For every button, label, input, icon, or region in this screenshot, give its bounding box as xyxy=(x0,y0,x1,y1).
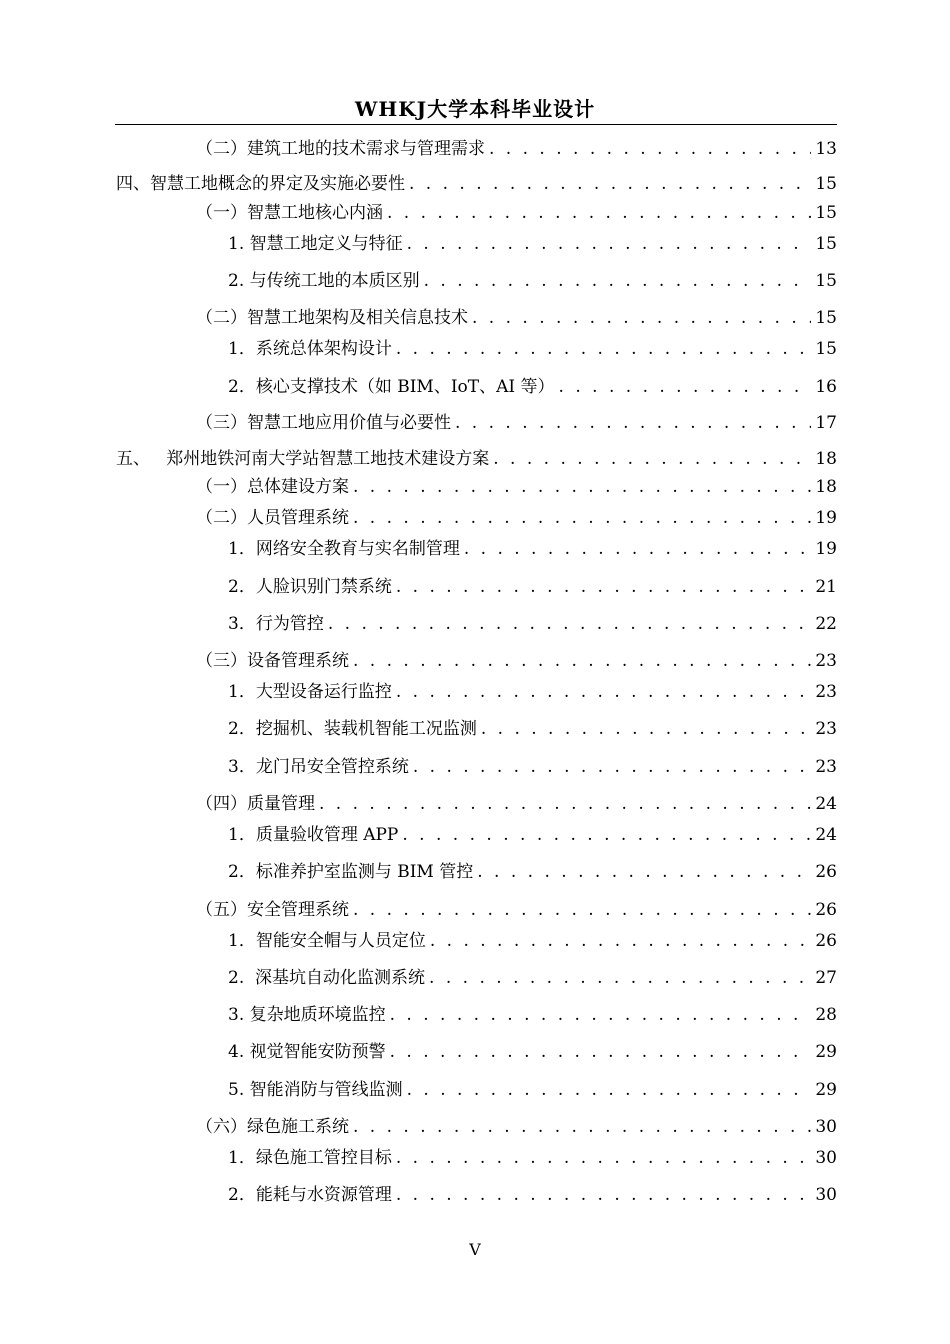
toc-leader-dots xyxy=(409,171,811,197)
toc-leader-dots xyxy=(430,928,812,954)
toc-entry-title: 1．大型设备运行监控 xyxy=(228,682,392,702)
toc-leader-dots xyxy=(472,305,811,331)
toc-entry[interactable] xyxy=(228,859,837,885)
toc-entry[interactable] xyxy=(228,611,837,637)
toc-entry[interactable] xyxy=(196,136,837,162)
toc-entry-page: 26 xyxy=(815,900,837,920)
toc-entry[interactable] xyxy=(196,505,837,531)
toc-leader-dots xyxy=(396,574,812,600)
toc-leader-dots xyxy=(353,505,811,531)
toc-entry[interactable] xyxy=(228,574,837,600)
toc-leader-dots xyxy=(413,754,812,780)
toc-entry-title: 2. 深基坑自动化监测系统 xyxy=(228,968,426,988)
toc-entry-title: （三）设备管理系统 xyxy=(196,651,349,671)
toc-entry-title: 2．人脸识别门禁系统 xyxy=(228,577,392,597)
toc-leader-dots xyxy=(559,374,812,400)
toc-leader-dots xyxy=(390,1039,812,1065)
toc-leader-dots xyxy=(493,446,811,472)
toc-entry[interactable] xyxy=(196,648,837,674)
toc-entry-page: 19 xyxy=(815,508,837,528)
toc-entry-title: 2．挖掘机、装载机智能工况监测 xyxy=(228,719,477,739)
toc-entry-page: 24 xyxy=(815,794,837,814)
toc-entry-title: 2. 与传统工地的本质区别 xyxy=(228,271,420,291)
toc-entry[interactable] xyxy=(196,1114,837,1140)
toc-entry-title: 4. 视觉智能安防预警 xyxy=(228,1042,386,1062)
toc-entry-page: 22 xyxy=(815,614,837,634)
toc-entry-title: （一）总体建设方案 xyxy=(196,477,349,497)
page-number: V xyxy=(469,1240,481,1259)
toc-entry-page: 30 xyxy=(815,1148,837,1168)
toc-entry-page: 13 xyxy=(815,139,837,159)
toc-entry-title: 3．龙门吊安全管控系统 xyxy=(228,757,409,777)
toc-entry[interactable] xyxy=(228,1002,837,1028)
toc-entry-title: （一）智慧工地核心内涵 xyxy=(196,203,383,223)
toc-entry[interactable] xyxy=(228,1182,837,1208)
toc-entry-page: 15 xyxy=(815,203,837,223)
toc-entry[interactable] xyxy=(228,1077,837,1103)
toc-entry-page: 15 xyxy=(815,174,837,194)
toc-entry[interactable] xyxy=(228,1145,837,1171)
toc-entry[interactable] xyxy=(228,336,837,362)
toc-entry[interactable] xyxy=(228,928,837,954)
toc-leader-dots xyxy=(407,1077,812,1103)
toc-entry[interactable] xyxy=(228,679,837,705)
toc-leader-dots xyxy=(402,822,811,848)
toc-entry[interactable] xyxy=(196,305,837,331)
toc-entry-page: 18 xyxy=(815,477,837,497)
toc-entry-title: 5. 智能消防与管线监测 xyxy=(228,1080,403,1100)
toc-entry-title: 3. 复杂地质环境监控 xyxy=(228,1005,386,1025)
toc-leader-dots xyxy=(396,336,812,362)
toc-leader-dots xyxy=(429,965,811,991)
toc-entry-title: 1．质量验收管理 APP xyxy=(228,825,399,845)
toc-entry[interactable] xyxy=(116,171,837,197)
toc-entry-title: 四、智慧工地概念的界定及实施必要性 xyxy=(116,174,405,194)
toc-entry-title: （二）人员管理系统 xyxy=(196,508,349,528)
toc-entry[interactable] xyxy=(228,374,837,400)
toc-entry[interactable] xyxy=(196,791,837,817)
toc-entry-title: 1．绿色施工管控目标 xyxy=(228,1148,392,1168)
toc-entry-page: 30 xyxy=(815,1117,837,1137)
toc-leader-dots xyxy=(353,897,811,923)
toc-entry[interactable] xyxy=(228,536,837,562)
toc-entry-title: 五、 郑州地铁河南大学站智慧工地技术建设方案 xyxy=(116,449,490,469)
toc-entry-page: 17 xyxy=(815,413,837,433)
toc-entry[interactable] xyxy=(228,716,837,742)
toc-entry-title: 1．网络安全教育与实名制管理 xyxy=(228,539,460,559)
toc-leader-dots xyxy=(481,716,812,742)
toc-entry-page: 30 xyxy=(815,1185,837,1205)
toc-entry-title: 1. 智慧工地定义与特征 xyxy=(228,234,403,254)
toc-leader-dots xyxy=(328,611,812,637)
toc-leader-dots xyxy=(477,859,811,885)
toc-leader-dots xyxy=(396,1182,812,1208)
toc-leader-dots xyxy=(396,1145,812,1171)
toc-entry[interactable] xyxy=(196,410,837,436)
page-header-title: WHKJ大学本科毕业设计 xyxy=(354,97,596,121)
toc-entry-title: （三）智慧工地应用价值与必要性 xyxy=(196,413,451,433)
toc-entry-title: （二）智慧工地架构及相关信息技术 xyxy=(196,308,468,328)
toc-entry-title: （六）绿色施工系统 xyxy=(196,1117,349,1137)
toc-entry-page: 27 xyxy=(815,968,837,988)
toc-leader-dots xyxy=(489,136,811,162)
toc-entry-title: 2．标准养护室监测与 BIM 管控 xyxy=(228,862,474,882)
toc-entry[interactable] xyxy=(196,200,837,226)
toc-entry-page: 15 xyxy=(815,271,837,291)
toc-entry-page: 23 xyxy=(815,651,837,671)
toc-entry-page: 29 xyxy=(815,1080,837,1100)
toc-entry-title: （二）建筑工地的技术需求与管理需求 xyxy=(196,139,485,159)
toc-leader-dots xyxy=(353,1114,811,1140)
toc-entry-page: 21 xyxy=(815,577,837,597)
toc-entry-title: 1．系统总体架构设计 xyxy=(228,339,392,359)
toc-entry-title: （五）安全管理系统 xyxy=(196,900,349,920)
toc-entry-title: 2．能耗与水资源管理 xyxy=(228,1185,392,1205)
toc-entry-title: 2．核心支撑技术（如 BIM、IoT、AI 等） xyxy=(228,377,555,397)
toc-leader-dots xyxy=(390,1002,812,1028)
toc-entry[interactable] xyxy=(228,965,837,991)
toc-entry-title: （四）质量管理 xyxy=(196,794,315,814)
toc-entry-page: 23 xyxy=(815,719,837,739)
toc-leader-dots xyxy=(387,200,811,226)
toc-entry[interactable] xyxy=(228,1039,837,1065)
toc-entry-page: 16 xyxy=(815,377,837,397)
toc-entry-page: 28 xyxy=(815,1005,837,1025)
toc-entry[interactable] xyxy=(228,754,837,780)
toc-leader-dots xyxy=(407,231,812,257)
toc-entry[interactable] xyxy=(196,897,837,923)
toc-leader-dots xyxy=(319,791,811,817)
toc-entry-title: 3．行为管控 xyxy=(228,614,324,634)
toc-entry-page: 24 xyxy=(815,825,837,845)
toc-entry[interactable] xyxy=(228,822,837,848)
toc-entry-page: 23 xyxy=(815,757,837,777)
toc-leader-dots xyxy=(455,410,811,436)
toc-entry[interactable] xyxy=(196,474,837,500)
toc-entry-title: 1．智能安全帽与人员定位 xyxy=(228,931,426,951)
toc-entry[interactable] xyxy=(228,231,837,257)
toc-entry-page: 29 xyxy=(815,1042,837,1062)
toc-leader-dots xyxy=(464,536,812,562)
toc-entry-page: 26 xyxy=(815,862,837,882)
toc-leader-dots xyxy=(396,679,812,705)
toc-entry-page: 15 xyxy=(815,308,837,328)
toc-leader-dots xyxy=(424,268,812,294)
toc-entry-page: 23 xyxy=(815,682,837,702)
toc-entry[interactable] xyxy=(116,446,837,472)
toc-entry[interactable] xyxy=(228,268,837,294)
toc-entry-page: 19 xyxy=(815,539,837,559)
toc-leader-dots xyxy=(353,474,811,500)
toc-entry-page: 15 xyxy=(815,234,837,254)
toc-entry-page: 15 xyxy=(815,339,837,359)
toc-entry-page: 26 xyxy=(815,931,837,951)
toc-leader-dots xyxy=(353,648,811,674)
toc-entry-page: 18 xyxy=(815,449,837,469)
